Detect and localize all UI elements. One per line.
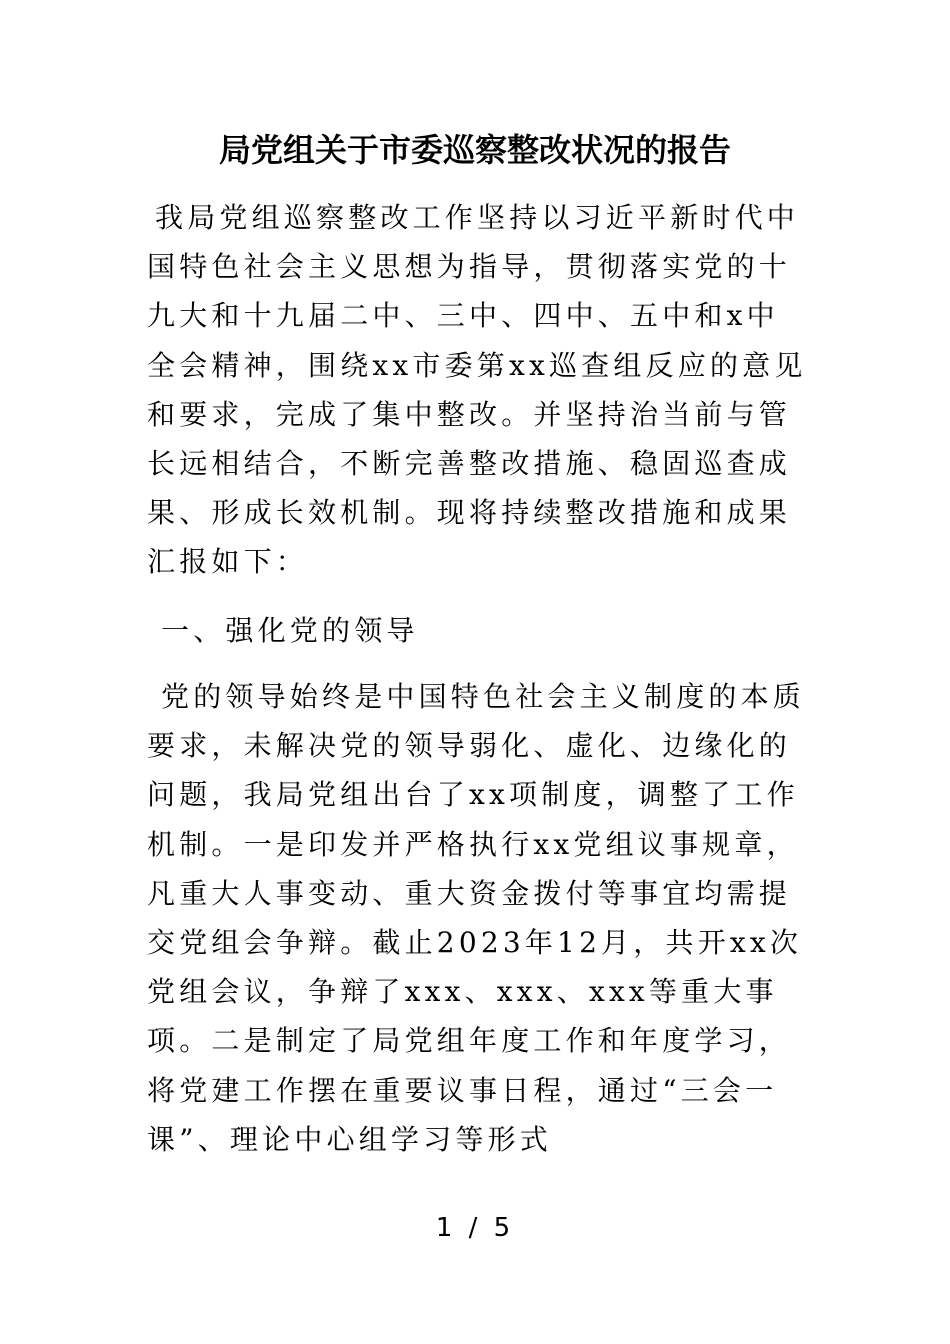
- document-title: 局党组关于市委巡察整改状况的报告: [218, 131, 731, 169]
- page-number: 1 / 5: [435, 1213, 515, 1243]
- section-body-paragraph: 党的领导始终是中国特色社会主义制度的本质要求，未解决党的领导弱化、虚化、边缘化的问题，我局党组出台了xx项制度，调整了工作机制。一是印发并严格执行xx党组议事规章，凡重大人事变动、重大资金拨付等事宜均需提交党组会争辩。截止2023年12月，共开xx次党组会议，争辩了xxx、xxx、xxx等重大事项。二是制定了局党组年度工作和年度学习，将党建工作摆在重要议事日程，通过“三会一课”、理论中心组学习等形式: [147, 680, 806, 1156]
- intro-paragraph: 我局党组巡察整改工作坚持以习近平新时代中国特色社会主义思想为指导，贯彻落实党的十九大和十九届二中、三中、四中、五中和x中全会精神，围绕xx市委第xx巡查组反应的意见和要求，完成了集中整改。并坚持治当前与管长远相结合，不断完善整改措施、稳固巡查成果、形成长效机制。现将持续整改措施和成果汇报如下：: [147, 201, 807, 579]
- section-heading: 一、强化党的领导: [161, 614, 419, 647]
